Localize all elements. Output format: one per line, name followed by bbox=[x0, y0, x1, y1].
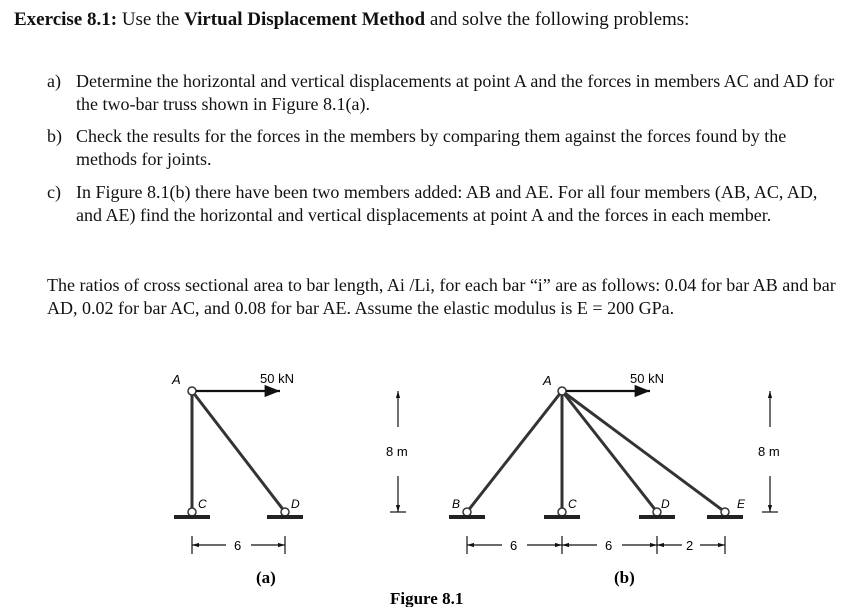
exercise-post: and solve the following problems: bbox=[429, 9, 690, 30]
node-label-b: B bbox=[452, 497, 461, 511]
figure-caption: Figure 8.1 bbox=[390, 589, 464, 607]
item-label: a) bbox=[47, 71, 61, 91]
span-dim-label-3: 2 bbox=[686, 538, 694, 553]
figure-a bbox=[171, 371, 408, 587]
span-dim-label: 6 bbox=[234, 538, 242, 553]
item-text: Check the results for the forces in the members by comparing them against the forces found by the methods for joints. bbox=[76, 126, 787, 169]
item-text: Determine the horizontal and vertical displacements at point A and the forces in members AC and AD for the two-bar truss shown in Figure 8.1(a). bbox=[76, 71, 835, 114]
height-dim-label: 8 m bbox=[758, 444, 780, 459]
node-label-d: D bbox=[661, 497, 670, 511]
exercise-pre: Use the bbox=[121, 9, 180, 30]
load-label: 50 kN bbox=[260, 371, 294, 386]
span-dim-label-2: 6 bbox=[605, 538, 613, 553]
span-dim-label-1: 6 bbox=[510, 538, 518, 553]
exercise-number: Exercise 8.1: bbox=[14, 9, 118, 30]
item-text: In Figure 8.1(b) there have been two members added: AB and AE. For all four members (AB, AC, AD, and AE) find the horizontal and vertical displacements at point A and the forces in each member. bbox=[76, 182, 818, 225]
node-label-d: D bbox=[291, 497, 300, 511]
figure-a-label: (a) bbox=[256, 568, 276, 587]
figure-b-label: (b) bbox=[614, 568, 635, 587]
node-label-c: C bbox=[198, 497, 207, 511]
exercise-method: Virtual Displacement Method bbox=[184, 9, 426, 30]
load-label: 50 kN bbox=[630, 371, 664, 386]
node-label-e: E bbox=[737, 497, 746, 511]
joint-a bbox=[188, 387, 196, 395]
node-label-a: A bbox=[543, 373, 552, 388]
joint-a bbox=[558, 387, 566, 395]
node-label-a: A bbox=[172, 372, 181, 387]
item-label: c) bbox=[47, 182, 61, 202]
member-ab bbox=[467, 391, 562, 512]
ratios-paragraph: The ratios of cross sectional area to bar length, Ai /Li, for each bar “i” are as follows: 0.04 for bar AB and bar AD, 0.02 for bar AC, and 0.08 for bar AE. Assume the elastic modulus is E = 200 GPa. bbox=[47, 275, 836, 318]
item-label: b) bbox=[47, 126, 62, 146]
height-dim-label: 8 m bbox=[386, 444, 408, 459]
node-label-c: C bbox=[568, 497, 577, 511]
member-ad bbox=[192, 391, 285, 512]
figure-b bbox=[449, 371, 780, 587]
